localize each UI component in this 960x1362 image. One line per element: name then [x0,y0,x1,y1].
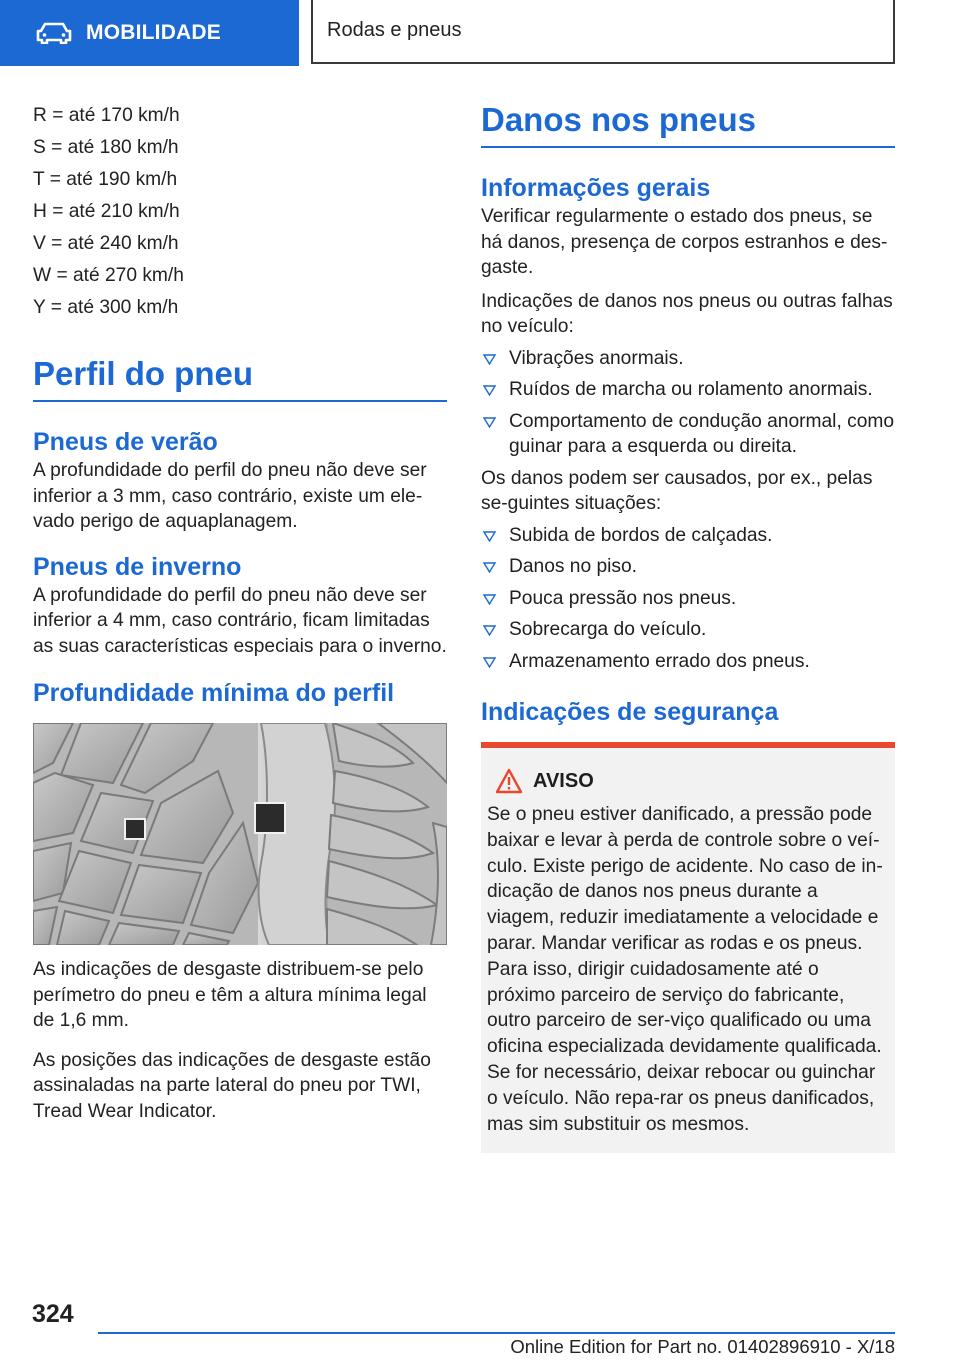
speed-rating: R = até 170 km/h [33,105,180,126]
speed-rating: Y = até 300 km/h [33,297,179,318]
list-item: Subida de bordos de calçadas. [481,523,895,549]
page-number: 324 [32,1300,74,1328]
list-item: Ruídos de marcha ou rolamento anormais. [481,377,895,403]
min-depth-heading: Profundidade mínima do perfil [33,679,395,707]
tread-wear-indicator-image [33,723,447,945]
winter-heading: Pneus de inverno [33,552,242,581]
warning-box [481,742,895,1153]
triangle-bullet-icon [483,385,496,396]
warning-label: AVISO [533,769,594,792]
list-item: Danos no piso. [481,554,895,580]
warning-text: Se o pneu estiver danificado, a pressão pode baixar e levar à perda de controle sobre o veí-culo. Existe perigo de acidente. No caso de in-dicação de danos nos pneus durante a viagem, reduzir imediatamente a velocidade e parar. Mandar verificar as rodas e os pneus. Para isso, dirigir cuidadosamente até o próximo parceiro de serviço do fabricante, outro parceiro de ser-viço qualificado ou uma oficina especializada devidamente qualificada. Se for necessário, deixar rebocar ou guinchar o veículo. Não repa-rar os pneus danificados, mas sim substituir os mesmos. [487,804,883,1135]
triangle-bullet-icon [483,531,496,542]
summer-heading: Pneus de verão [33,428,218,456]
speed-rating: S = até 180 km/h [33,137,179,158]
right-column [481,100,895,1153]
safety-heading: Indicações de segurança [481,698,779,726]
list-item: Pouca pressão nos pneus. [481,586,895,612]
general-heading: Informações gerais [481,174,711,202]
speed-ratings-list [33,100,447,324]
section-title-box [311,0,895,64]
causes-intro: Os danos podem ser causados, por ex., pelas se-guintes situações: [481,467,873,514]
triangle-bullet-icon [483,562,496,573]
triangle-bullet-icon [483,594,496,605]
triangle-bullet-icon [483,417,496,428]
footer-edition: Online Edition for Part no. 01402896910 - X/18 [510,1336,895,1357]
speed-rating: V = até 240 km/h [33,233,179,254]
min-depth-text-2: As posições das indicações de desgaste estão assinaladas na parte lateral do pneu por TWI, Tread Wear Indicator. [33,1049,431,1122]
profile-title: Perfil do pneu [33,354,447,402]
chapter-tab[interactable] [0,0,299,66]
winter-text: A profundidade do perfil do pneu não deve ser inferior a 4 mm, caso contrário, ficam limitadas as suas características especiais para o inverno. [33,584,447,657]
summer-text: A profundidade do perfil do pneu não deve ser inferior a 3 mm, caso contrário, existe um ele-vado perigo de aquaplanagem. [33,460,427,532]
chapter-tab-label: MOBILIDADE [86,21,221,44]
indications-intro: Indicações de danos nos pneus ou outras falhas no veículo: [481,290,893,337]
triangle-bullet-icon [483,354,496,365]
list-item: Comportamento de condução anormal, como guinar para a esquerda ou direita. [481,409,895,460]
causes-list [481,523,895,675]
warning-triangle-icon [495,768,523,794]
damage-title: Danos nos pneus [481,100,895,148]
triangle-bullet-icon [483,657,496,668]
speed-rating: T = até 190 km/h [33,169,178,190]
footer-divider [98,1332,895,1334]
speed-rating: W = até 270 km/h [33,265,184,286]
triangle-bullet-icon [483,625,496,636]
speed-rating: H = até 210 km/h [33,201,180,222]
page-header [0,0,960,66]
indications-list [481,346,895,460]
warning-header [487,768,889,794]
general-text: Verificar regularmente o estado dos pneus, se há danos, presença de corpos estranhos e des-gaste. [481,206,888,278]
car-icon [36,22,72,44]
list-item: Sobrecarga do veículo. [481,617,895,643]
list-item: Armazenamento errado dos pneus. [481,649,895,675]
min-depth-text-1: As indicações de desgaste distribuem-se pelo perímetro do pneu e têm a altura mínima legal de 1,6 mm. [33,959,427,1031]
left-column [33,100,447,1124]
section-title: Rodas e pneus [327,18,462,41]
list-item: Vibrações anormais. [481,346,895,372]
